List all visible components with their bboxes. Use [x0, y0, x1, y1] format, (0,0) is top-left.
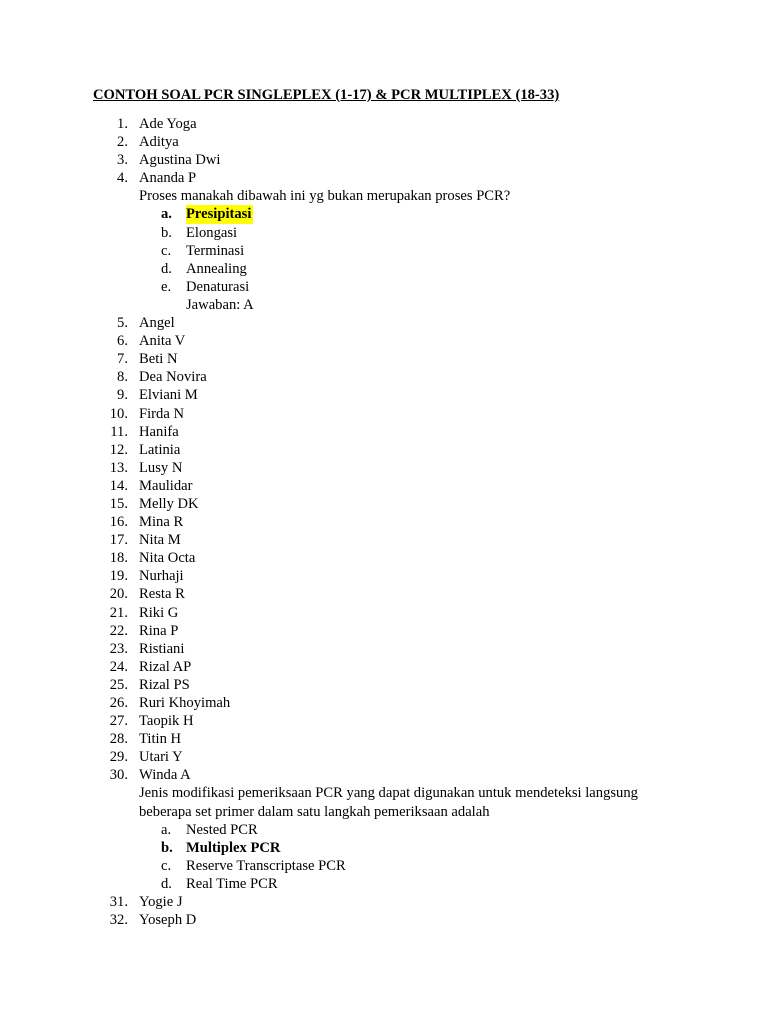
- list-item: [93, 585, 713, 603]
- list-name: Elviani M: [139, 387, 198, 404]
- list-name: Hanifa: [139, 423, 179, 440]
- question-1-option-e: [93, 278, 713, 296]
- option-letter: b.: [161, 839, 173, 856]
- option-text: Reserve Transcriptase PCR: [186, 857, 346, 874]
- list-item: [93, 332, 713, 350]
- list-item: [93, 748, 713, 766]
- list-number: 19.: [109, 568, 128, 585]
- list-item: [93, 169, 713, 187]
- question-2-text-line-1: Jenis modifikasi pemeriksaan PCR yang dapat digunakan untuk mendeteksi langsung: [139, 785, 638, 802]
- list-name: Nita M: [139, 532, 181, 549]
- list-name: Yoseph D: [139, 912, 197, 929]
- list-item: [93, 911, 713, 929]
- list-item: [93, 513, 713, 531]
- list-number: 22.: [109, 622, 128, 639]
- option-letter: e.: [161, 278, 172, 295]
- option-letter: d.: [161, 875, 172, 892]
- question-1-text: Proses manakah dibawah ini yg bukan merupakan proses PCR?: [139, 188, 511, 205]
- question-2-text-line-2: beberapa set primer dalam satu langkah pemeriksaan adalah: [139, 803, 490, 820]
- list-name: Ruri Khoyimah: [139, 695, 231, 711]
- list-name: Ristiani: [139, 640, 185, 657]
- list-name: Utari Y: [139, 749, 183, 766]
- list-number: 17.: [109, 532, 128, 549]
- question-1-answer: Jawaban: A: [186, 296, 254, 313]
- list-name: Latinia: [139, 441, 181, 458]
- list-item: [93, 368, 713, 386]
- question-2-option-b: [93, 839, 713, 857]
- list-item: [93, 151, 713, 169]
- list-number: 23.: [109, 640, 128, 657]
- option-text: Terminasi: [186, 242, 245, 259]
- list-item: [93, 459, 713, 477]
- option-letter: a.: [161, 206, 172, 223]
- question-1-option-c: [93, 242, 713, 260]
- list-item: [93, 766, 713, 784]
- list-name: Winda A: [139, 767, 191, 784]
- list-number: 26.: [109, 695, 128, 711]
- list-name: Maulidar: [139, 477, 193, 494]
- option-letter: b.: [161, 224, 172, 241]
- list-name: Lusy N: [139, 459, 183, 476]
- question-2-option-a: [93, 821, 713, 839]
- list-number: 9.: [117, 387, 128, 404]
- list-item: [93, 405, 713, 423]
- list-number: 4.: [117, 170, 128, 187]
- list-item: [93, 676, 713, 694]
- list-number: 16.: [109, 514, 128, 531]
- list-item: [93, 133, 713, 151]
- list-number: 5.: [117, 315, 128, 332]
- question-2-option-c: [93, 857, 713, 875]
- list-name: Rizal AP: [139, 658, 192, 675]
- option-text-highlighted: Presipitasi: [186, 206, 252, 223]
- list-number: 2.: [117, 134, 128, 151]
- list-item: [93, 658, 713, 676]
- list-name: Taopik H: [139, 713, 194, 730]
- list-name: Firda N: [139, 405, 184, 422]
- list-number: 15.: [109, 495, 128, 512]
- list-item: [93, 694, 713, 712]
- list-number: 11.: [110, 423, 128, 440]
- list-item: [93, 549, 713, 567]
- list-item: [93, 893, 713, 911]
- list-name: Mina R: [139, 514, 184, 531]
- list-number: 18.: [109, 550, 128, 567]
- list-number: 32.: [109, 912, 128, 929]
- list-item: [93, 423, 713, 441]
- list-item: [93, 441, 713, 459]
- list-name: Rina P: [139, 622, 179, 639]
- list-name: Nita Octa: [139, 550, 196, 567]
- option-text-correct: Multiplex PCR: [186, 839, 281, 856]
- question-1-option-a: [93, 205, 713, 223]
- list-name: Dea Novira: [139, 369, 207, 386]
- list-item: [93, 712, 713, 730]
- list-number: 3.: [117, 152, 128, 169]
- list-name: Nurhaji: [139, 568, 184, 585]
- option-text: Real Time PCR: [186, 875, 278, 892]
- option-letter: d.: [161, 260, 172, 277]
- list-number: 7.: [117, 351, 128, 368]
- list-item: [93, 622, 713, 640]
- list-item: [93, 567, 713, 585]
- list-item: [93, 314, 713, 332]
- list-number: 8.: [117, 369, 128, 386]
- option-letter: a.: [161, 821, 172, 838]
- list-number: 12.: [109, 441, 128, 458]
- list-name: Angel: [139, 315, 175, 332]
- list-name: Ananda P: [139, 170, 197, 187]
- list-name: Melly DK: [139, 495, 199, 512]
- list-name: Ade Yoga: [139, 116, 197, 132]
- list-number: 29.: [109, 749, 128, 766]
- list-name: Agustina Dwi: [139, 152, 221, 169]
- list-name: Beti N: [139, 351, 178, 368]
- list-number: 13.: [109, 459, 128, 476]
- list-number: 10.: [109, 405, 128, 422]
- list-number: 28.: [109, 731, 128, 748]
- list-item: [93, 730, 713, 748]
- list-number: 25.: [109, 676, 128, 693]
- option-text: Denaturasi: [186, 278, 250, 295]
- list-number: 31.: [109, 894, 128, 911]
- list-item: [93, 604, 713, 622]
- list-name: Riki G: [139, 604, 179, 621]
- option-letter: c.: [161, 857, 172, 874]
- list-item: [93, 531, 713, 549]
- list-item: [93, 350, 713, 368]
- list-name: Yogie J: [139, 894, 183, 911]
- list-name: Resta R: [139, 586, 185, 603]
- list-item: [93, 477, 713, 495]
- list-name: Anita V: [139, 333, 186, 350]
- option-text: Elongasi: [186, 224, 238, 241]
- list-number: 27.: [109, 713, 128, 730]
- list-number: 20.: [109, 586, 128, 603]
- list-number: 24.: [109, 658, 128, 675]
- list-number: 30.: [109, 767, 128, 784]
- list-number: 21.: [109, 604, 128, 621]
- option-text: Nested PCR: [186, 821, 258, 838]
- list-item: [93, 386, 713, 404]
- list-item: [93, 115, 713, 133]
- option-letter: c.: [161, 242, 172, 259]
- list-name: Titin H: [139, 731, 182, 748]
- list-number: 14.: [109, 477, 128, 494]
- question-1-option-d: [93, 260, 713, 278]
- question-1-option-b: [93, 224, 713, 242]
- list-name: Rizal PS: [139, 676, 190, 693]
- name-list-middle: [93, 314, 713, 784]
- question-2-option-d: [93, 875, 713, 893]
- option-text: Annealing: [186, 260, 247, 277]
- name-list: [93, 115, 713, 929]
- list-number: 6.: [117, 333, 128, 350]
- list-item: [93, 640, 713, 658]
- list-item: [93, 495, 713, 513]
- document-title: CONTOH SOAL PCR SINGLEPLEX (1-17) & PCR MULTIPLEX (18-33): [93, 87, 560, 103]
- list-number: 1.: [117, 116, 128, 132]
- list-name: Aditya: [139, 134, 179, 151]
